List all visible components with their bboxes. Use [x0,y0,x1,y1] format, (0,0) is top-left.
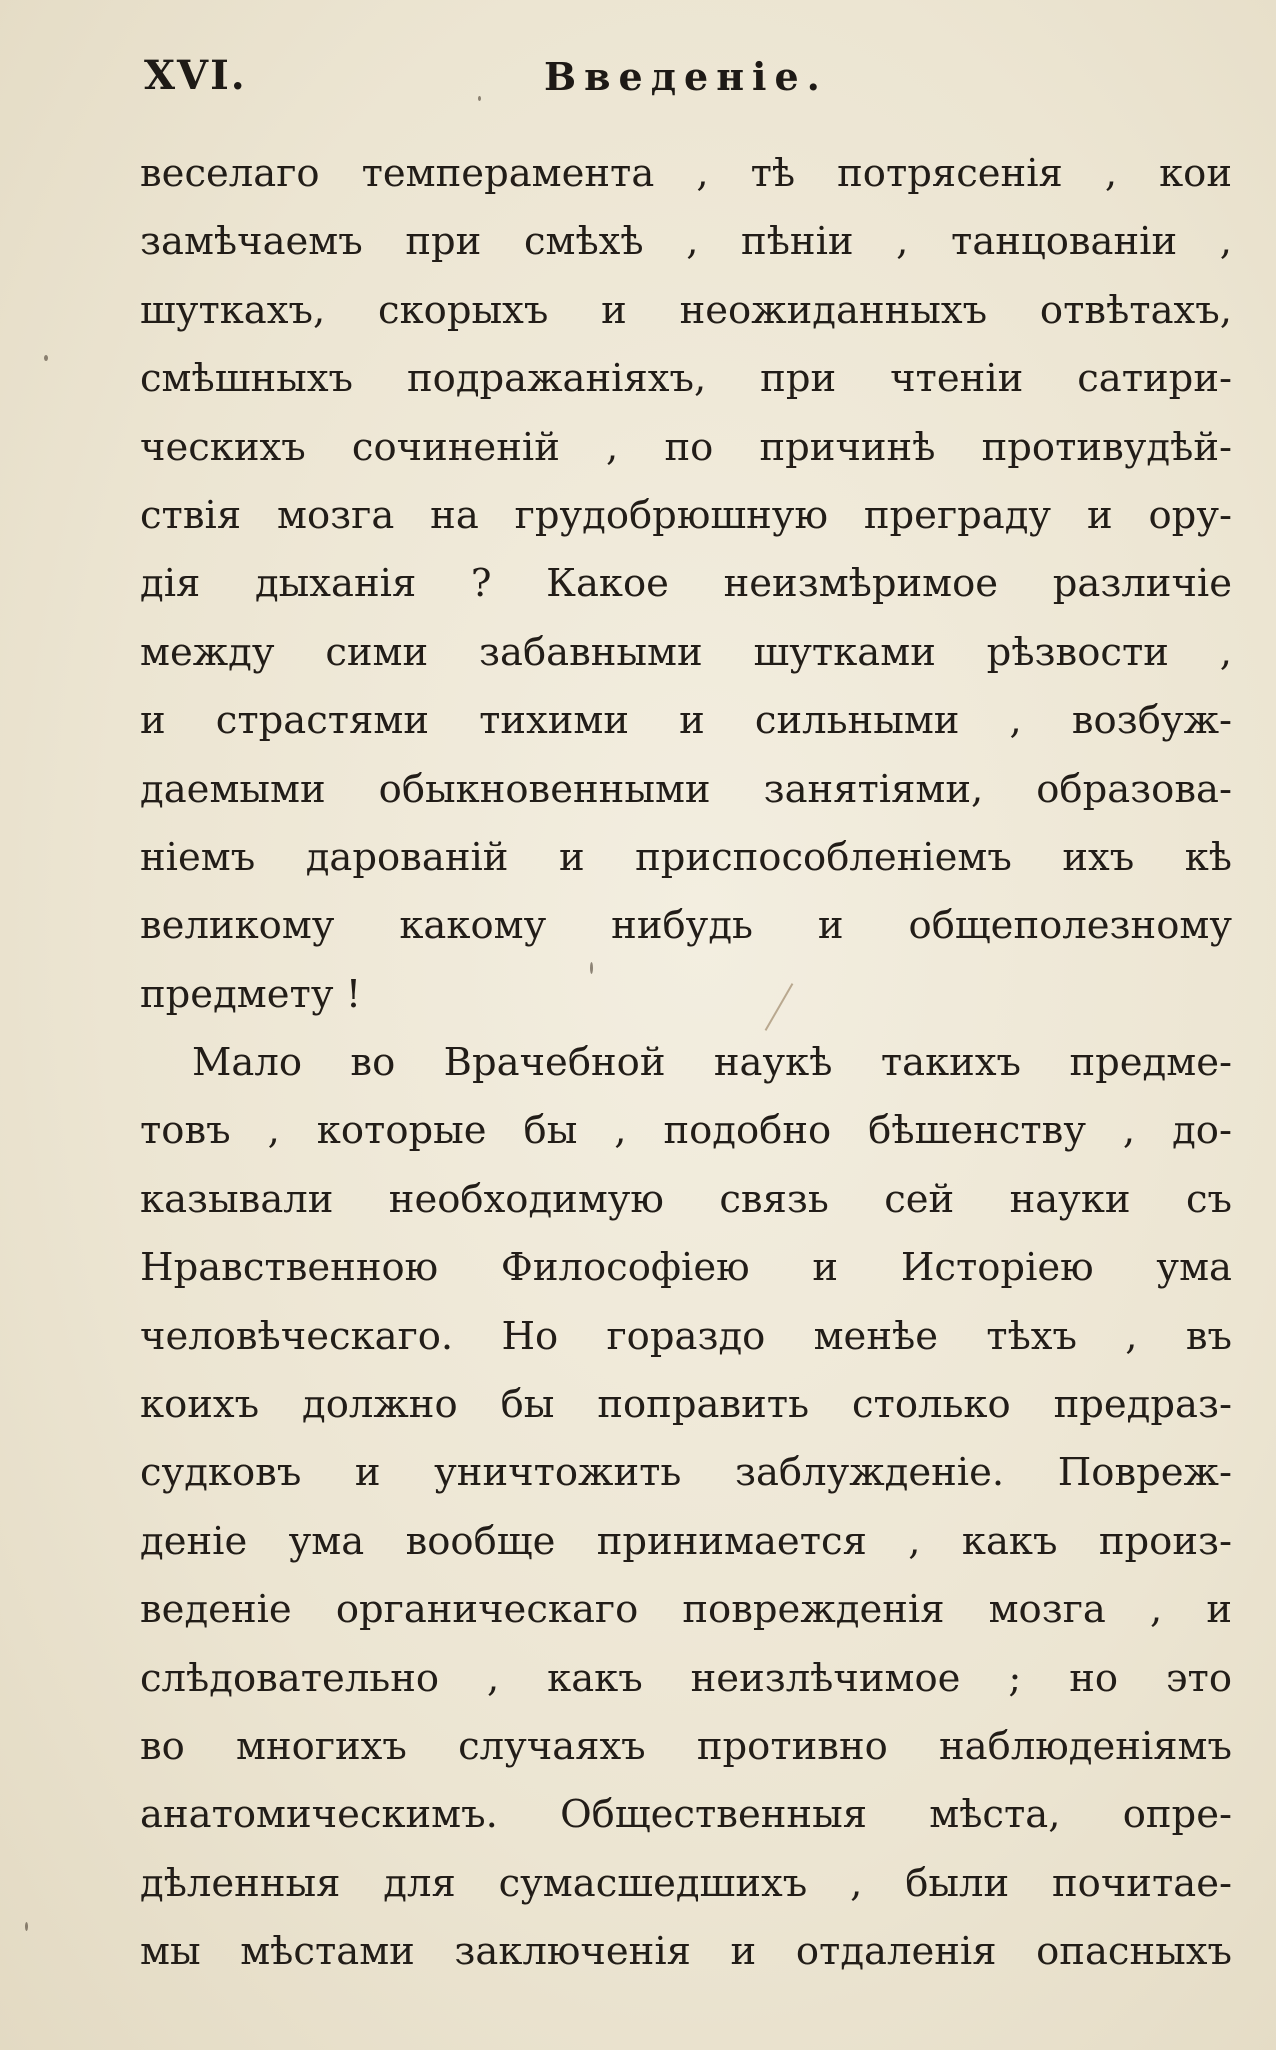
text-line: анатомическимъ. Общественныя мѣста, опре- [140,1792,1232,1838]
text-line: великому какому нибудь и общеполезному [140,903,1232,949]
text-line: дѣленныя для сумасшедшихъ , были почитае- [140,1860,1232,1906]
text-line: между сими забавными шутками рѣзвости , [140,629,1232,675]
text-line: замѣчаемъ при смѣхѣ , пѣніи , танцованіи , [140,219,1232,265]
text-line: во многихъ случаяхъ противно наблюденіямъ [140,1723,1232,1769]
text-line: судковъ и уничтожить заблужденіе. Повреж- [140,1450,1232,1496]
text-line: дія дыханія ? Какое неизмѣримое различіе [140,561,1232,607]
paper-speck [478,96,481,101]
text-line: мы мѣстами заключенія и отдаленія опасныхъ [140,1929,1232,1975]
text-line: шуткахъ, скорыхъ и неожиданныхъ отвѣтахъ, [140,287,1232,333]
text-line: человѣческаго. Но гораздо менѣе тѣхъ , въ [140,1313,1232,1359]
text-line: веденіе органическаго поврежденія мозга , и [140,1587,1232,1633]
text-line: слѣдовательно , какъ неизлѣчимое ; но это [140,1655,1232,1701]
paper-speck [25,1922,28,1931]
text-line: ніемъ дарованій и приспособленіемъ ихъ кѣ [140,834,1232,880]
text-line: предмету ! [140,971,362,1017]
text-line: ческихъ сочиненій , по причинѣ противудѣй- [140,424,1232,470]
text-line: и страстями тихими и сильными , возбуж- [140,698,1232,744]
running-head: Введеніе. [544,54,828,99]
text-line: Нравственною Философіею и Исторіею ума [140,1245,1232,1291]
page-header [144,52,1144,112]
paragraph-first-line: Мало во Врачебной наукѣ такихъ предме- [192,1040,1232,1086]
text-line: товъ , которые бы , подобно бѣшенству , до- [140,1108,1232,1154]
body-text [140,140,1232,1987]
text-line: смѣшныхъ подражаніяхъ, при чтеніи сатири- [140,356,1232,402]
text-line: деніе ума вообще принимается , какъ произ- [140,1518,1232,1564]
paper-speck [590,962,593,974]
text-line: даемыми обыкновенными занятіями, образова- [140,766,1232,812]
text-line: веселаго темперамента , тѣ потрясенія , кои [140,151,1232,196]
text-line: ствія мозга на грудобрюшную преграду и ору- [140,492,1232,538]
paper-speck [44,355,48,361]
text-line: казывали необходимую связь сей науки съ [140,1176,1232,1222]
text-line: коихъ должно бы поправить столько предраз- [140,1382,1232,1428]
page-number: XVI. [144,52,247,99]
